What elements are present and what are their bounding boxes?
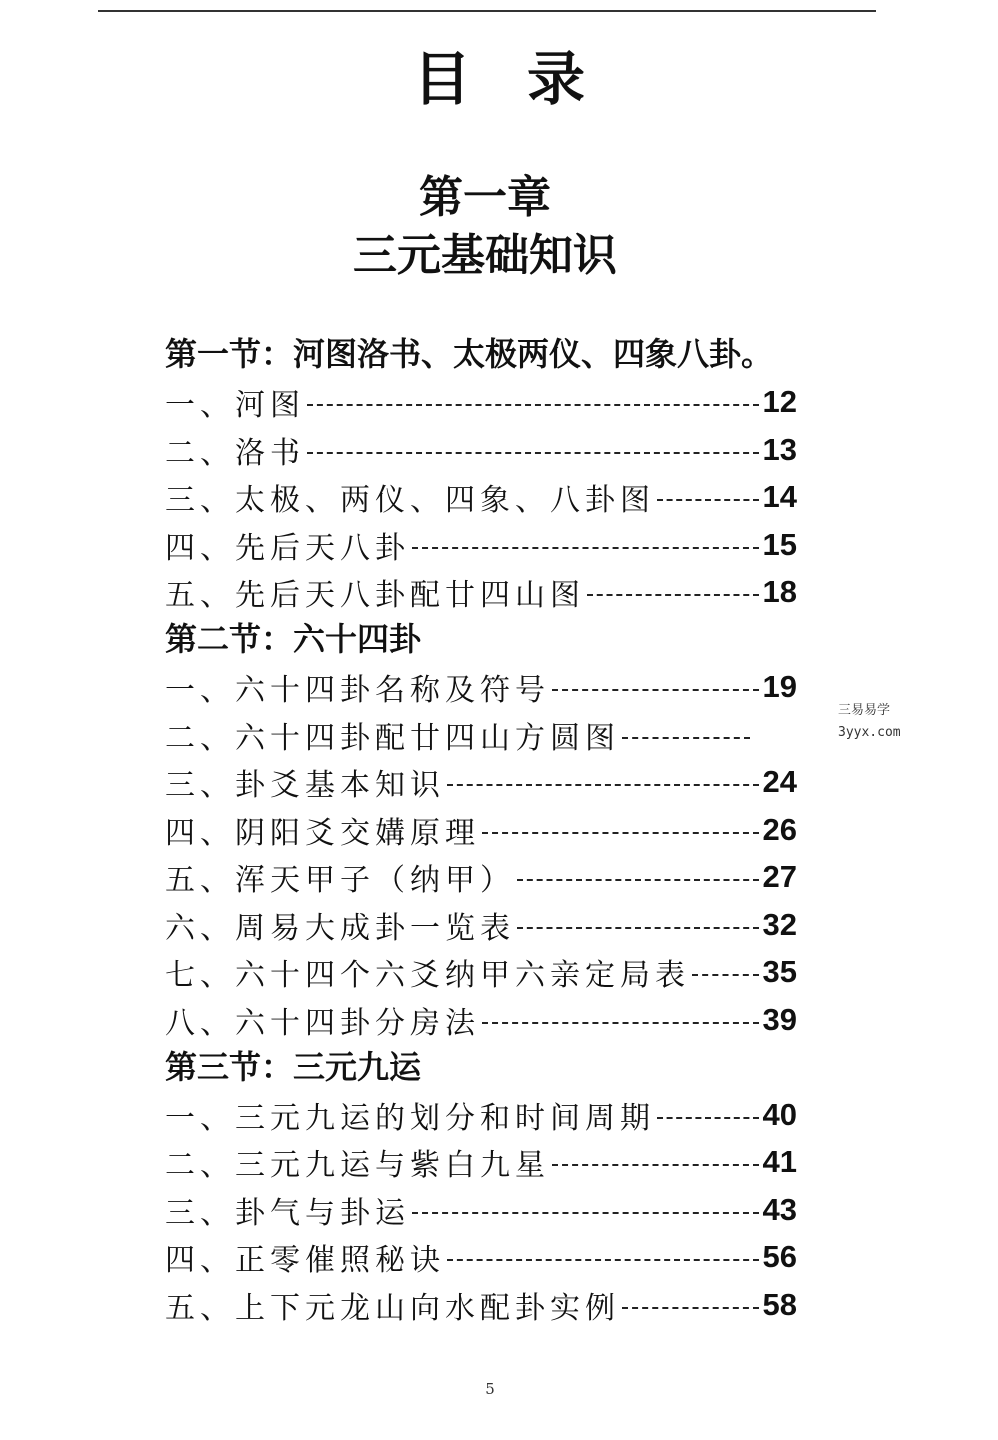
dash-leader — [657, 1117, 759, 1119]
toc-entry-label: 八、六十四卦分房法 — [165, 1005, 480, 1041]
dash-leader — [412, 547, 759, 549]
toc-entry-page: 41 — [762, 1144, 797, 1180]
toc-entry-page: 13 — [762, 431, 797, 467]
section-heading-2: 第二节：六十四卦 — [165, 620, 422, 658]
toc-entry[interactable] — [165, 1091, 797, 1139]
toc-entry-page: 39 — [762, 1001, 797, 1037]
toc-entry-page: 43 — [762, 1191, 797, 1227]
dash-leader — [517, 927, 759, 929]
table-of-contents — [165, 331, 797, 1329]
toc-entry-page: 24 — [762, 764, 797, 800]
toc-entry-label: 一、三元九运的划分和时间周期 — [165, 1100, 655, 1136]
toc-entry-label: 三、卦爻基本知识 — [165, 768, 445, 804]
page-title: 目录 — [412, 45, 641, 113]
toc-entry-page: 35 — [762, 954, 797, 990]
toc-entry-page: 40 — [762, 1096, 797, 1132]
toc-entry-label: 六、周易大成卦一览表 — [165, 910, 515, 946]
toc-entry-label: 四、阴阳爻交媾原理 — [165, 815, 480, 851]
dash-leader — [622, 737, 750, 739]
toc-entry-page: 15 — [762, 526, 797, 562]
toc-entry-page: 19 — [762, 669, 797, 705]
toc-entry[interactable] — [165, 664, 797, 712]
dash-leader — [447, 784, 759, 786]
toc-entry-label: 一、河图 — [165, 388, 305, 424]
chapter-title: 三元基础知识 — [353, 230, 617, 281]
toc-entry[interactable] — [165, 996, 797, 1044]
toc-entry[interactable] — [165, 806, 797, 854]
watermark-line-2: 3yyx.com — [838, 725, 901, 740]
toc-entry[interactable] — [165, 379, 797, 427]
dash-leader — [447, 1259, 759, 1261]
toc-entry[interactable] — [165, 474, 797, 522]
toc-entry-page: 58 — [762, 1286, 797, 1322]
toc-entry-label: 二、洛书 — [165, 435, 305, 471]
dash-leader — [307, 452, 759, 454]
toc-entry-label: 三、卦气与卦运 — [165, 1195, 410, 1231]
toc-entry[interactable] — [165, 759, 797, 807]
toc-entry-label: 七、六十四个六爻纳甲六亲定局表 — [165, 958, 690, 994]
toc-entry-page: 32 — [762, 906, 797, 942]
top-rule — [98, 10, 876, 12]
toc-entry-page: 26 — [762, 811, 797, 847]
toc-entry[interactable] — [165, 1234, 797, 1282]
dash-leader — [692, 974, 759, 976]
toc-entry-label: 二、三元九运与紫白九星 — [165, 1148, 550, 1184]
toc-entry[interactable] — [165, 1139, 797, 1187]
toc-entry[interactable] — [165, 711, 797, 759]
dash-leader — [412, 1212, 759, 1214]
toc-entry-label: 三、太极、两仪、四象、八卦图 — [165, 483, 655, 519]
dash-leader — [552, 1164, 759, 1166]
dash-leader — [482, 832, 759, 834]
toc-entry-label: 四、先后天八卦 — [165, 530, 410, 566]
dash-leader — [517, 879, 759, 881]
toc-entry-label: 四、正零催照秘诀 — [165, 1243, 445, 1279]
toc-entry-page: 14 — [762, 479, 797, 515]
page-number: 5 — [485, 1380, 495, 1398]
watermark-line-1: 三易易学 — [838, 703, 891, 718]
toc-entry-page: 12 — [762, 384, 797, 420]
toc-entry-label: 五、浑天甲子（纳甲） — [165, 863, 515, 899]
chapter-number: 第一章 — [419, 172, 551, 223]
section-heading-3: 第三节：三元九运 — [165, 1047, 422, 1086]
toc-entry-label: 一、六十四卦名称及符号 — [165, 673, 550, 709]
toc-entry[interactable] — [165, 569, 797, 617]
toc-entry[interactable] — [165, 901, 797, 949]
watermark — [838, 700, 928, 744]
dash-leader — [657, 499, 759, 501]
dash-leader — [482, 1022, 759, 1024]
dash-leader — [622, 1307, 759, 1309]
toc-entry-label: 五、先后天八卦配廿四山图 — [165, 578, 585, 614]
toc-entry[interactable] — [165, 854, 797, 902]
toc-entry-page: 27 — [762, 859, 797, 895]
toc-entry-page: 18 — [762, 574, 797, 610]
toc-entry[interactable] — [165, 1281, 797, 1329]
toc-entry[interactable] — [165, 949, 797, 997]
toc-entry-page: 56 — [762, 1239, 797, 1275]
toc-entry[interactable] — [165, 1186, 797, 1234]
dash-leader — [552, 689, 759, 691]
dash-leader — [307, 404, 759, 406]
toc-entry[interactable] — [165, 521, 797, 569]
toc-entry[interactable] — [165, 426, 797, 474]
toc-entry-label: 二、六十四卦配廿四山方圆图 — [165, 720, 620, 756]
section-heading-1: 第一节：河图洛书、太极两仪、四象八卦。 — [165, 335, 774, 373]
toc-entry-label: 五、上下元龙山向水配卦实例 — [165, 1290, 620, 1326]
dash-leader — [587, 594, 759, 596]
